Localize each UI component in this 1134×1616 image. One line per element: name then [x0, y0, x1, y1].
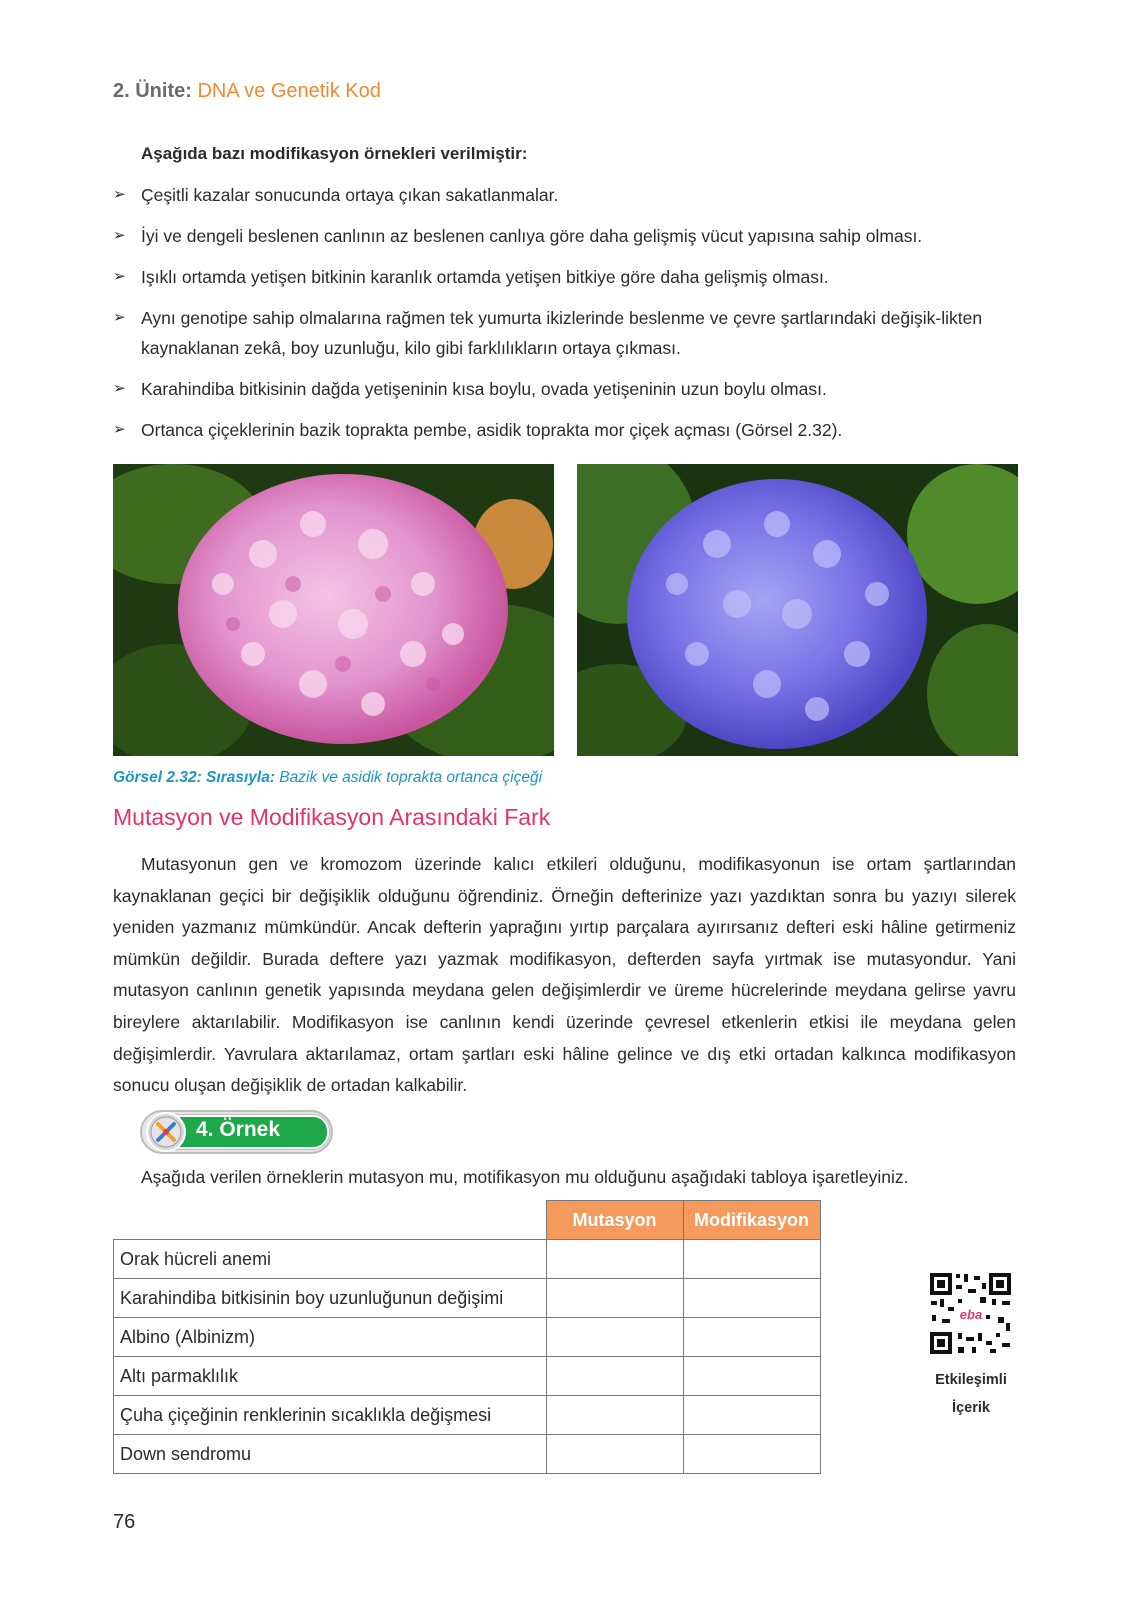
caption-label: Görsel 2.32: Sırasıyla: — [113, 769, 275, 786]
mutasyon-cell[interactable] — [546, 1357, 683, 1396]
modifikasyon-cell[interactable] — [683, 1240, 820, 1279]
table-row — [114, 1279, 821, 1318]
table-header-row — [114, 1201, 821, 1240]
arrow-bullet-icon: ➢ — [113, 421, 126, 438]
modifikasyon-cell[interactable] — [683, 1279, 820, 1318]
caption-text: Bazik ve asidik toprakta ortanca çiçeği — [279, 769, 543, 786]
table-row — [114, 1240, 821, 1279]
paragraph-text: Mutasyonun gen ve kromozom üzerinde kalıcı etkileri olduğunu, modifikasyonun ise ortam şartlarından kaynaklanan geçici bir değişiklik olduğunu öğrendiniz. Örneğin defterinize yazı yazdıktan sonra bu yazıyı silerek yeniden yazmanız mümkündür. Ancak defterin yaprağını yırtıp parçalara ayırırsanız defteri eski hâline getirmeniz mümkün değildir. Burada deftere yazı yazmak modifikasyon, defterden sayfa yırtmak ise mutasyondur. Yani mutasyon canlının genetik yapısında meydana gelen değişimlerdir ve üreme hücrelerinde meydana gelirse yavru bireylere aktarılabilir. Modifikasyon ise canlının kendi üzerinde çevresel etkenlerin etkisi ile meydana gelen değişimlerdir. Yavrulara aktarılamaz, ortam şartları eski hâline gelince ve dış etki ortadan kalkınca modifikasyon sonucu oluşan değişiklik de ortadan kalkabilir. — [113, 854, 1016, 1096]
classification-table — [113, 1200, 821, 1474]
modifikasyon-cell[interactable] — [683, 1357, 820, 1396]
pink-hydrangea-image — [113, 464, 554, 756]
qr-caption — [930, 1366, 1012, 1422]
column-header-mutasyon: Mutasyon — [546, 1201, 683, 1240]
qr-caption-line2: İçerik — [952, 1400, 990, 1416]
mutasyon-cell[interactable] — [546, 1435, 683, 1474]
arrow-bullet-icon: ➢ — [113, 186, 126, 203]
intro-text: Aşağıda bazı modifikasyon örnekleri verilmiştir: — [141, 144, 528, 163]
list-item: ➢ Işıklı ortamda yetişen bitkinin karanlık ortamda yetişen bitkiye göre daha gelişmiş olması. — [113, 262, 1023, 292]
bullet-list — [113, 180, 1023, 456]
table-row — [114, 1357, 821, 1396]
list-item: ➢ Çeşitli kazalar sonucunda ortaya çıkan sakatlanmalar. — [113, 180, 1023, 210]
row-label: Albino (Albinizm) — [114, 1318, 547, 1357]
list-item: ➢ Karahindiba bitkisinin dağda yetişeninin kısa boylu, ovada yetişeninin uzun boylu olması. — [113, 374, 1023, 404]
purple-hydrangea-image — [577, 464, 1018, 756]
list-item: ➢ Ortanca çiçeklerinin bazik toprakta pembe, asidik toprakta mor çiçek açması (Görsel 2.32). — [113, 415, 1023, 445]
section-title: Mutasyon ve Modifikasyon Arasındaki Fark — [113, 804, 551, 830]
table-row — [114, 1318, 821, 1357]
table-row — [114, 1435, 821, 1474]
list-item: ➢ Aynı genotipe sahip olmalarına rağmen tek yumurta ikizlerinde beslenme ve çevre şartlarındaki değişik-likten kaynaklanan zekâ, boy uzunluğu, kilo gibi farklılıkların ortaya çıkması. — [113, 303, 1023, 363]
tools-icon — [146, 1112, 186, 1152]
row-label: Karahindiba bitkisinin boy uzunluğunun değişimi — [114, 1279, 547, 1318]
row-label: Çuha çiçeğinin renklerinin sıcaklıkla değişmesi — [114, 1396, 547, 1435]
page-number: 76 — [113, 1511, 136, 1533]
list-item: ➢ İyi ve dengeli beslenen canlının az beslenen canlıya göre daha gelişmiş vücut yapısına sahip olması. — [113, 221, 1023, 251]
arrow-bullet-icon: ➢ — [113, 268, 126, 285]
qr-caption-line1: Etkileşimli — [935, 1372, 1007, 1388]
modifikasyon-cell[interactable] — [683, 1435, 820, 1474]
mutasyon-cell[interactable] — [546, 1240, 683, 1279]
svg-text:eba: eba — [959, 1307, 983, 1322]
mutasyon-cell[interactable] — [546, 1279, 683, 1318]
mutasyon-cell[interactable] — [546, 1396, 683, 1435]
row-label: Down sendromu — [114, 1435, 547, 1474]
modifikasyon-cell[interactable] — [683, 1396, 820, 1435]
figure-caption — [113, 769, 542, 787]
example-label: 4. Örnek — [196, 1118, 281, 1141]
row-label: Orak hücreli anemi — [114, 1240, 547, 1279]
body-paragraph — [113, 849, 1016, 1102]
arrow-bullet-icon: ➢ — [113, 380, 126, 397]
unit-title: DNA ve Genetik Kod — [197, 80, 381, 102]
modifikasyon-cell[interactable] — [683, 1318, 820, 1357]
qr-code-icon[interactable] — [928, 1271, 1013, 1356]
arrow-bullet-icon: ➢ — [113, 227, 126, 244]
row-label: Altı parmaklılık — [114, 1357, 547, 1396]
arrow-bullet-icon: ➢ — [113, 309, 126, 326]
table-row — [114, 1396, 821, 1435]
task-instruction: Aşağıda verilen örneklerin mutasyon mu, motifikasyon mu olduğunu aşağıdaki tabloya işaretleyiniz. — [141, 1167, 909, 1187]
column-header-modifikasyon: Modifikasyon — [683, 1201, 820, 1240]
mutasyon-cell[interactable] — [546, 1318, 683, 1357]
unit-label: 2. Ünite: — [113, 80, 192, 102]
unit-header — [113, 80, 381, 103]
example-badge — [140, 1110, 333, 1156]
